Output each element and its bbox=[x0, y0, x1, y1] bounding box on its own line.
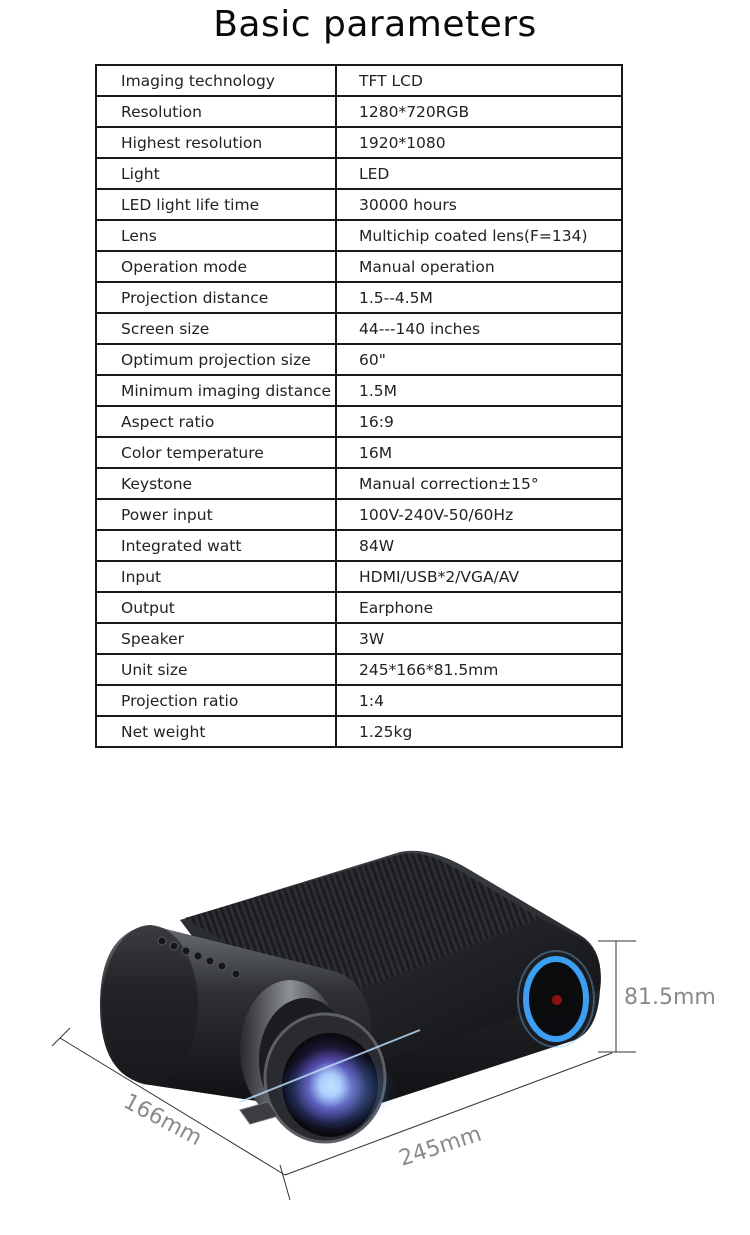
ir-sensor bbox=[552, 995, 562, 1005]
param-value: 1280*720RGB bbox=[336, 96, 622, 127]
param-name: Speaker bbox=[96, 623, 336, 654]
param-value: 1920*1080 bbox=[336, 127, 622, 158]
param-value: 1.5--4.5M bbox=[336, 282, 622, 313]
table-row bbox=[96, 313, 622, 344]
table-row bbox=[96, 716, 622, 747]
table-row bbox=[96, 654, 622, 685]
table-row bbox=[96, 685, 622, 716]
param-value: Earphone bbox=[336, 592, 622, 623]
param-name: Integrated watt bbox=[96, 530, 336, 561]
table-row bbox=[96, 468, 622, 499]
param-value: 3W bbox=[336, 623, 622, 654]
param-value: 16:9 bbox=[336, 406, 622, 437]
param-name: Screen size bbox=[96, 313, 336, 344]
table-row bbox=[96, 561, 622, 592]
param-name: Projection distance bbox=[96, 282, 336, 313]
param-name: Unit size bbox=[96, 654, 336, 685]
param-value: Manual correction±15° bbox=[336, 468, 622, 499]
param-value: 60" bbox=[336, 344, 622, 375]
param-value: 245*166*81.5mm bbox=[336, 654, 622, 685]
table-row bbox=[96, 189, 622, 220]
table-row bbox=[96, 96, 622, 127]
param-value: 16M bbox=[336, 437, 622, 468]
height-label: 81.5mm bbox=[624, 985, 716, 1010]
table-row bbox=[96, 530, 622, 561]
depth-label: 166mm bbox=[119, 1089, 206, 1152]
product-illustration bbox=[0, 840, 750, 1231]
table-row bbox=[96, 158, 622, 189]
table-row bbox=[96, 220, 622, 251]
parameters-table bbox=[95, 64, 623, 748]
width-label: 245mm bbox=[396, 1121, 485, 1172]
param-name: Projection ratio bbox=[96, 685, 336, 716]
param-value: LED bbox=[336, 158, 622, 189]
param-value: Multichip coated lens(F=134) bbox=[336, 220, 622, 251]
param-name: Optimum projection size bbox=[96, 344, 336, 375]
table-row bbox=[96, 592, 622, 623]
param-value: 84W bbox=[336, 530, 622, 561]
table-row bbox=[96, 437, 622, 468]
param-value: Manual operation bbox=[336, 251, 622, 282]
page-title: Basic parameters bbox=[213, 4, 537, 45]
projector-image bbox=[0, 840, 750, 1231]
param-name: Input bbox=[96, 561, 336, 592]
param-value: 30000 hours bbox=[336, 189, 622, 220]
table-row bbox=[96, 406, 622, 437]
param-name: Power input bbox=[96, 499, 336, 530]
table-row bbox=[96, 499, 622, 530]
table-row bbox=[96, 344, 622, 375]
param-name: Aspect ratio bbox=[96, 406, 336, 437]
param-value: 1.5M bbox=[336, 375, 622, 406]
param-value: 1:4 bbox=[336, 685, 622, 716]
param-name: Keystone bbox=[96, 468, 336, 499]
table-row bbox=[96, 251, 622, 282]
table-row bbox=[96, 282, 622, 313]
param-name: Output bbox=[96, 592, 336, 623]
param-value: 44---140 inches bbox=[336, 313, 622, 344]
param-name: LED light life time bbox=[96, 189, 336, 220]
param-value: HDMI/USB*2/VGA/AV bbox=[336, 561, 622, 592]
param-value: TFT LCD bbox=[336, 65, 622, 96]
param-name: Light bbox=[96, 158, 336, 189]
param-value: 100V-240V-50/60Hz bbox=[336, 499, 622, 530]
param-name: Lens bbox=[96, 220, 336, 251]
table-row bbox=[96, 65, 622, 96]
table-row bbox=[96, 375, 622, 406]
param-name: Minimum imaging distance bbox=[96, 375, 336, 406]
param-name: Color temperature bbox=[96, 437, 336, 468]
table-row bbox=[96, 623, 622, 654]
param-name: Resolution bbox=[96, 96, 336, 127]
param-value: 1.25kg bbox=[336, 716, 622, 747]
param-name: Net weight bbox=[96, 716, 336, 747]
table-row bbox=[96, 127, 622, 158]
param-name: Operation mode bbox=[96, 251, 336, 282]
param-name: Imaging technology bbox=[96, 65, 336, 96]
param-name: Highest resolution bbox=[96, 127, 336, 158]
